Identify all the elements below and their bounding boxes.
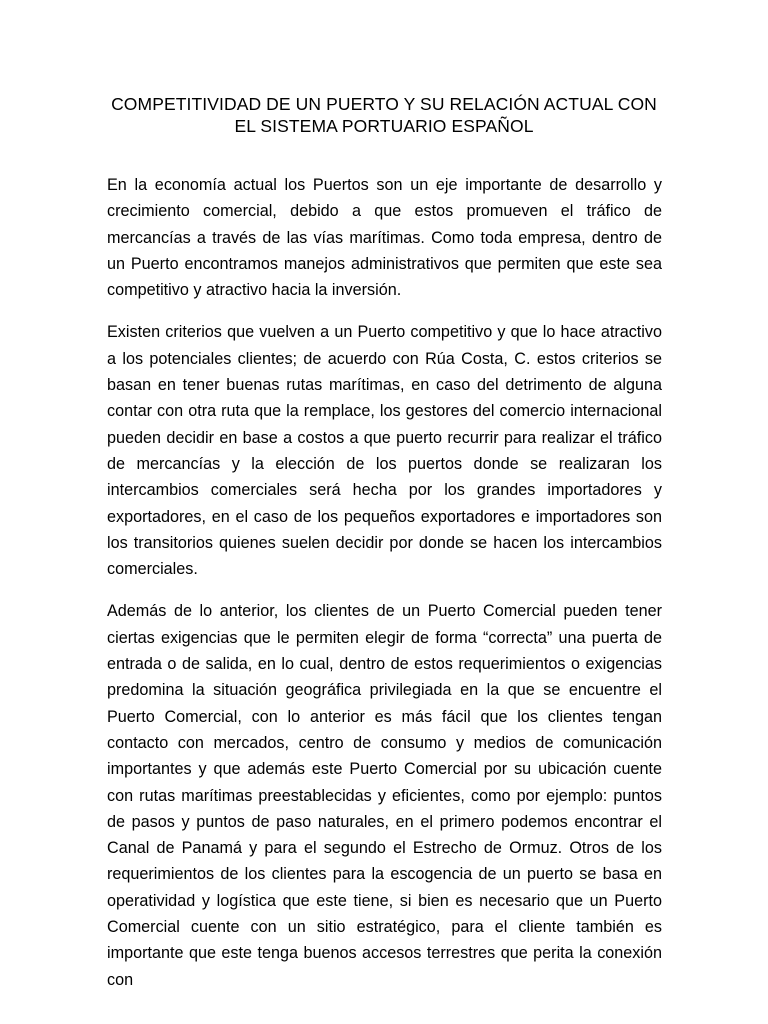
paragraph-2: Existen criterios que vuelven a un Puerto competitivo y que lo hace atractivo a los potenciales clientes; de acuerdo con Rúa Costa, C. estos criterios se basan en tener buenas rutas marítimas, en caso del detrimento de alguna contar con otra ruta que la remplace, los gestores del comercio internacional pueden decidir en base a costos a que puerto recurrir para realizar el tráfico de mercancías y la elección de los puertos donde se realizaran los intercambios comerciales será hecha por los grandes importadores y exportadores, en el caso de los pequeños exportadores e importadores son los transitorios quienes suelen decidir por donde se hacen los intercambios comerciales. (107, 323, 662, 579)
paragraph-3: Además de lo anterior, los clientes de un Puerto Comercial pueden tener ciertas exigencias que le permiten elegir de forma “correcta” una puerta de entrada o de salida, en lo cual, dentro de estos requerimientos o exigencias predomina la situación geográfica privilegiada en la que se encuentre el Puerto Comercial, con lo anterior es más fácil que los clientes tengan contacto con mercados, centro de consumo y medios de comunicación importantes y que además este Puerto Comercial por su ubicación cuente con rutas marítimas preestablecidas y eficientes, como por ejemplo: puntos de pasos y puntos de paso naturales, en el primero podemos encontrar el Canal de Panamá y para el segundo el Estrecho de Ormuz. Otros de los requerimientos de los clientes para la escogencia de un puerto se basa en operatividad y logística que este tiene, si bien es necesario que un Puerto Comercial cuente con un sitio estratégico, para el cliente también es importante que este tenga buenos accesos terrestres que perita la conexión con (107, 602, 662, 989)
title-line-1: COMPETITIVIDAD DE UN PUERTO Y SU RELACIÓN ACTUAL CON (111, 94, 657, 114)
document-body (107, 172, 662, 1009)
document-title (100, 93, 668, 137)
paragraph-1: En la economía actual los Puertos son un eje importante de desarrollo y crecimiento comercial, debido a que estos promueven el tráfico de mercancías a través de las vías marítimas. Como toda empresa, dentro de un Puerto encontramos manejos administrativos que permiten que este sea competitivo y atractivo hacia la inversión. (107, 176, 662, 300)
title-line-2: EL SISTEMA PORTUARIO ESPAÑOL (234, 116, 534, 136)
